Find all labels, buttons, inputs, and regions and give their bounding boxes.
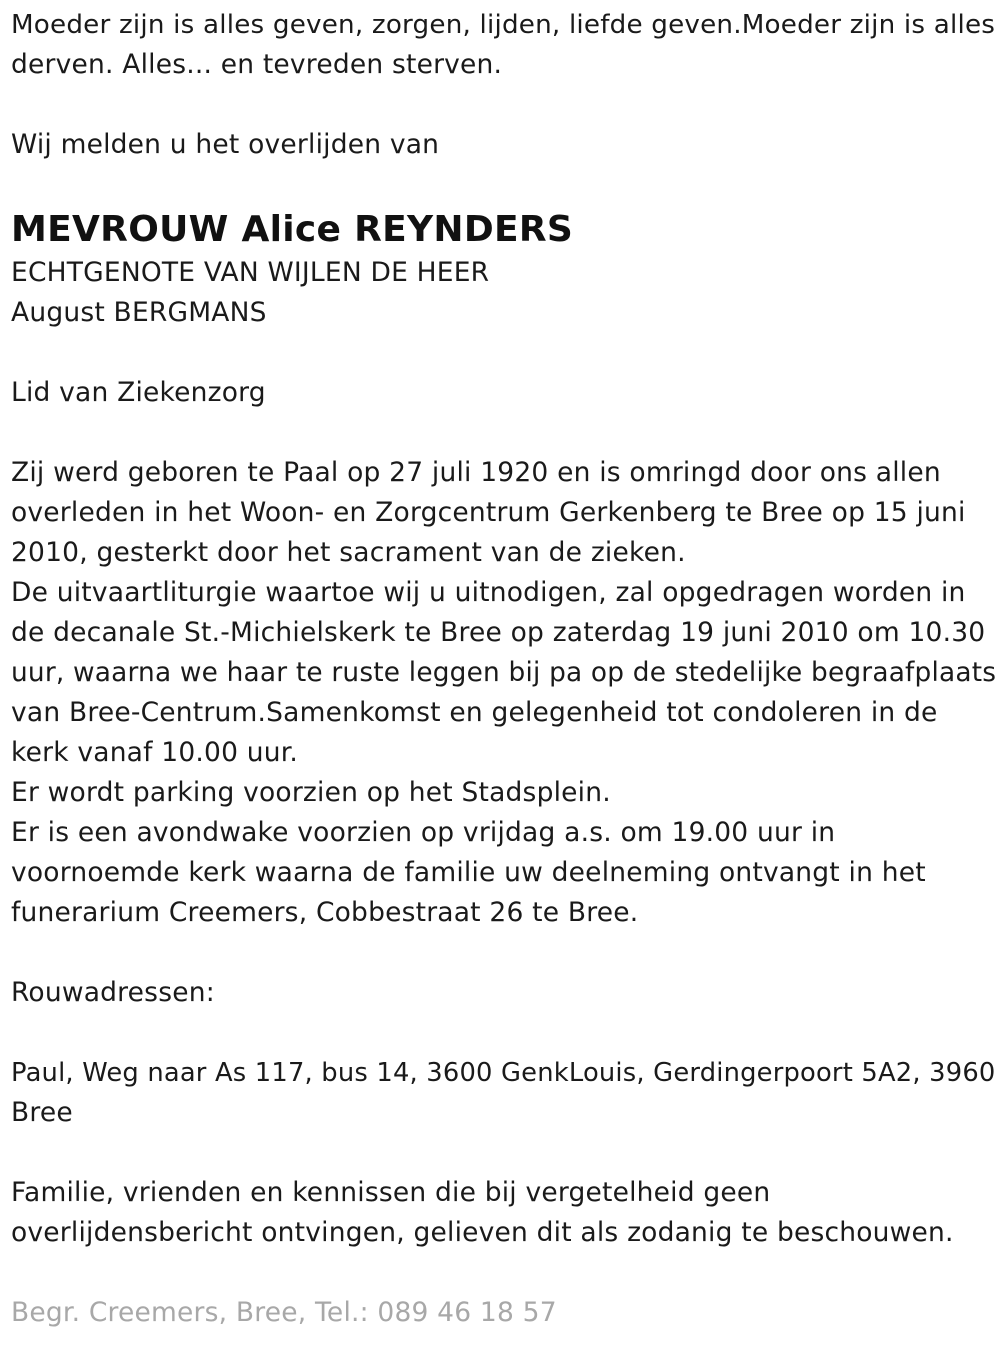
deceased-name: MEVROUW Alice REYNDERS <box>11 209 574 250</box>
announcement <box>11 125 996 165</box>
poem <box>11 5 996 85</box>
details-line: de decanale St.-Michielskerk te Bree op zaterdag 19 juni 2010 om 10.30 <box>11 617 986 648</box>
membership <box>11 373 996 413</box>
details-line: Zij werd geboren te Paal op 27 juli 1920 en is omringd door ons allen <box>11 457 941 488</box>
deceased-relation <box>11 253 996 333</box>
address-line: Bree <box>11 1097 73 1128</box>
spacer <box>11 413 996 453</box>
spacer <box>11 1133 996 1173</box>
undertaker-text: Begr. Creemers, Bree, Tel.: 089 46 18 57 <box>11 1297 557 1328</box>
spacer <box>11 1253 996 1293</box>
details-line: De uitvaartliturgie waartoe wij u uitnodigen, zal opgedragen worden in <box>11 577 966 608</box>
spacer <box>11 333 996 373</box>
condolence-label-text: Rouwadressen: <box>11 977 215 1008</box>
details-line: Er wordt parking voorzien op het Stadsplein. <box>11 777 611 808</box>
details-line: funerarium Creemers, Cobbestraat 26 te Bree. <box>11 897 639 928</box>
closing-line: overlijdensbericht ontvingen, gelieven dit als zodanig te beschouwen. <box>11 1217 954 1248</box>
funeral-details <box>11 453 996 933</box>
obituary-notice <box>11 5 996 1333</box>
address-line: Paul, Weg naar As 117, bus 14, 3600 GenkLouis, Gerdingerpoort 5A2, 3960 <box>11 1058 996 1088</box>
undertaker-footer <box>11 1293 996 1333</box>
spacer <box>11 1013 996 1053</box>
relation-line: ECHTGENOTE VAN WIJLEN DE HEER <box>11 257 490 288</box>
details-line: van Bree-Centrum.Samenkomst en gelegenheid tot condoleren in de <box>11 697 938 728</box>
condolence-label <box>11 973 996 1013</box>
spacer <box>11 85 996 125</box>
spacer <box>11 933 996 973</box>
details-line: Er is een avondwake voorzien op vrijdag a.s. om 19.00 uur in <box>11 817 836 848</box>
details-line: voornoemde kerk waarna de familie uw deelneming ontvangt in het <box>11 857 926 888</box>
details-line: overleden in het Woon- en Zorgcentrum Gerkenberg te Bree op 15 juni <box>11 497 966 528</box>
condolence-addresses <box>11 1053 996 1133</box>
details-line: 2010, gesterkt door het sacrament van de zieken. <box>11 537 686 568</box>
closing-line: Familie, vrienden en kennissen die bij vergetelheid geen <box>11 1177 771 1208</box>
poem-line: derven. Alles... en tevreden sterven. <box>11 49 503 80</box>
details-line: kerk vanaf 10.00 uur. <box>11 737 299 768</box>
closing-note <box>11 1173 996 1253</box>
announcement-text: Wij melden u het overlijden van <box>11 129 440 160</box>
poem-line: Moeder zijn is alles geven, zorgen, lijden, liefde geven.Moeder zijn is alles <box>11 10 996 40</box>
spacer <box>11 165 996 207</box>
membership-text: Lid van Ziekenzorg <box>11 377 266 408</box>
details-line: uur, waarna we haar te ruste leggen bij pa op de stedelijke begraafplaats <box>11 658 997 688</box>
relation-line: August BERGMANS <box>11 297 267 328</box>
